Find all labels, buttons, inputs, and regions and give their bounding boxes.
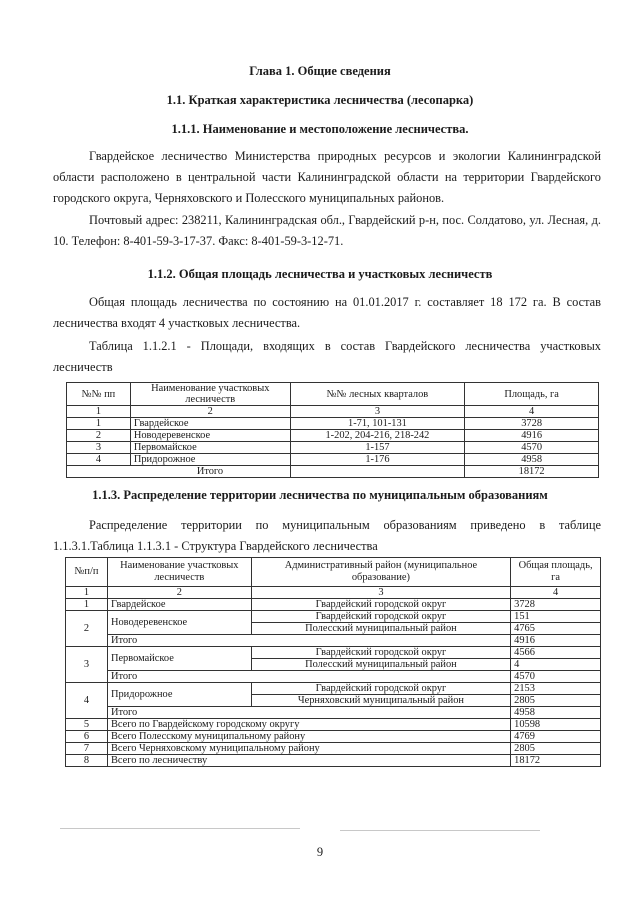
- chapter-title: Глава 1. Общие сведения: [249, 64, 391, 78]
- table-cell: 4916: [465, 430, 599, 442]
- table-cell: Гвардейский городской округ: [251, 599, 510, 611]
- table-cell: Первомайское: [130, 442, 290, 454]
- table-subtotal-value: 4958: [511, 707, 601, 719]
- table-header-cell: Площадь, га: [465, 383, 599, 406]
- table-cell: [251, 671, 510, 683]
- table-cell: 2: [67, 430, 131, 442]
- table-cell: Черняховский муниципальный район: [251, 695, 510, 707]
- section-heading-1-1: 1.1. Краткая характеристика лесничества (лесопарка): [166, 93, 474, 107]
- table-cell: Полесский муниципальный район: [251, 623, 510, 635]
- table-cell: 1: [66, 587, 108, 599]
- table-header-cell: Административный район (муниципальное образование): [251, 558, 510, 587]
- table-cell: 151: [511, 611, 601, 623]
- table-subtotal-label: Итого: [107, 671, 251, 683]
- table-cell: 2153: [511, 683, 601, 695]
- table-cell: Всего по лесничеству: [107, 755, 510, 767]
- table-row: [66, 683, 601, 695]
- table-cell: 1-202, 204-216, 218-242: [290, 430, 465, 442]
- table-cell: [290, 466, 465, 478]
- table-cell: 2: [107, 587, 251, 599]
- table-column-number-row: [67, 406, 599, 418]
- table-row: [67, 442, 599, 454]
- table-column-number-row: [66, 587, 601, 599]
- table-cell: Придорожное: [130, 454, 290, 466]
- table-summary-row: [66, 719, 601, 731]
- table-subtotal-label: Итого: [107, 707, 251, 719]
- table-cell: Гвардейское: [107, 599, 251, 611]
- table1-caption: Таблица 1.1.2.1 - Площади, входящих в состав Гвардейского лесничества участковых лесничеств: [53, 339, 601, 374]
- table-cell: 2805: [511, 743, 601, 755]
- table-cell: 8: [66, 755, 108, 767]
- table-cell: 3728: [511, 599, 601, 611]
- table-total-value: 18172: [465, 466, 599, 478]
- table-cell: 4566: [511, 647, 601, 659]
- table-cell: 3728: [465, 418, 599, 430]
- table-cell: 4769: [511, 731, 601, 743]
- table-cell: 2805: [511, 695, 601, 707]
- table-total-row: [67, 466, 599, 478]
- table-cell: Первомайское: [107, 647, 251, 671]
- table-cell: [67, 466, 131, 478]
- table-subtotal-value: 4570: [511, 671, 601, 683]
- table-forest-areas: [66, 382, 599, 478]
- table-subtotal-value: 4916: [511, 635, 601, 647]
- table-header-cell: №№ лесных кварталов: [290, 383, 465, 406]
- table-cell: 1: [67, 418, 131, 430]
- table-cell: 3: [251, 587, 510, 599]
- table-cell: 1-71, 101-131: [290, 418, 465, 430]
- table-cell: [251, 707, 510, 719]
- table-cell: 4570: [465, 442, 599, 454]
- table-cell: 18172: [511, 755, 601, 767]
- table-cell: Всего Черняховскому муниципальному району: [107, 743, 510, 755]
- table-header-cell: №п/п: [66, 558, 108, 587]
- table-total-label: Итого: [130, 466, 290, 478]
- table-cell: Полесский муниципальный район: [251, 659, 510, 671]
- table-cell: 4958: [465, 454, 599, 466]
- table-header-cell: Общая площадь, га: [511, 558, 601, 587]
- table-cell: [251, 635, 510, 647]
- table-row: [67, 418, 599, 430]
- table-cell: 2: [130, 406, 290, 418]
- table-summary-row: [66, 731, 601, 743]
- table-cell: Всего Полесскому муниципальному району: [107, 731, 510, 743]
- table-cell: 3: [290, 406, 465, 418]
- table-header-cell: Наименование участковых лесничеств: [107, 558, 251, 587]
- table-header-row: [67, 383, 599, 406]
- table-cell: Всего по Гвардейскому городскому округу: [107, 719, 510, 731]
- table-row: [66, 611, 601, 623]
- table-subtotal-row: [66, 671, 601, 683]
- table-cell: Гвардейский городской округ: [251, 647, 510, 659]
- table-cell: 4765: [511, 623, 601, 635]
- table-cell: 1-176: [290, 454, 465, 466]
- section-heading-1-1-2: 1.1.2. Общая площадь лесничества и участковых лесничеств: [147, 267, 493, 281]
- table-cell: 6: [66, 731, 108, 743]
- table-cell: Гвардейское: [130, 418, 290, 430]
- paragraph-address: Почтовый адрес: 238211, Калининградская обл., Гвардейский р-н, пос. Солдатово, ул. Лесная, д. 10. Телефон: 8-401-59-3-17-37. Факс: 8-401-59-3-12-71.: [53, 213, 601, 248]
- table-cell: Придорожное: [107, 683, 251, 707]
- table-header-row: [66, 558, 601, 587]
- paragraph-distribution: Распределение территории по муниципальным образованиям приведено в таблице 1.1.3.1.Таблица 1.1.3.1 - Структура Гвардейского лесничества: [53, 518, 601, 553]
- table-summary-row: [66, 755, 601, 767]
- section-heading-1-1-1: 1.1.1. Наименование и местоположение лесничества.: [171, 122, 469, 136]
- table-cell: 4: [66, 683, 108, 719]
- scan-artifact-line: [340, 830, 540, 831]
- table-cell: Гвардейский городской округ: [251, 683, 510, 695]
- table-cell: Гвардейский городской округ: [251, 611, 510, 623]
- table-cell: 7: [66, 743, 108, 755]
- table-cell: 3: [66, 647, 108, 683]
- table-header-cell: Наименование участковых лесничеств: [130, 383, 290, 406]
- page-number: 9: [316, 845, 324, 859]
- table-cell: Новодеревенское: [130, 430, 290, 442]
- table-cell: 1: [67, 406, 131, 418]
- table-cell: 5: [66, 719, 108, 731]
- table-cell: 10598: [511, 719, 601, 731]
- table-cell: 1: [66, 599, 108, 611]
- table-header-cell: №№ пп: [67, 383, 131, 406]
- table-subtotal-label: Итого: [107, 635, 251, 647]
- table-cell: 3: [67, 442, 131, 454]
- table-cell: 4: [511, 587, 601, 599]
- table-summary-row: [66, 743, 601, 755]
- table-row: [67, 454, 599, 466]
- table-row: [66, 599, 601, 611]
- table-subtotal-row: [66, 707, 601, 719]
- table-cell: 2: [66, 611, 108, 647]
- table-cell: 4: [511, 659, 601, 671]
- table-forestry-structure: [65, 557, 601, 767]
- scan-artifact-line: [60, 828, 300, 829]
- paragraph-location: Гвардейское лесничество Министерства природных ресурсов и экологии Калининградской области расположено в центральной части Калининградской области на территории Гвардейского городского округа, Черняховского и Полесского муниципальных районов.: [53, 149, 601, 205]
- table-subtotal-row: [66, 635, 601, 647]
- paragraph-area: Общая площадь лесничества по состоянию на 01.01.2017 г. составляет 18 172 га. В состав лесничества входят 4 участковых лесничества.: [53, 295, 601, 330]
- table-row: [66, 647, 601, 659]
- table-cell: 4: [465, 406, 599, 418]
- section-heading-1-1-3: 1.1.3. Распределение территории лесничества по муниципальным образованиям: [92, 488, 548, 502]
- table-row: [67, 430, 599, 442]
- table-cell: 4: [67, 454, 131, 466]
- table-cell: Новодеревенское: [107, 611, 251, 635]
- table-cell: 1-157: [290, 442, 465, 454]
